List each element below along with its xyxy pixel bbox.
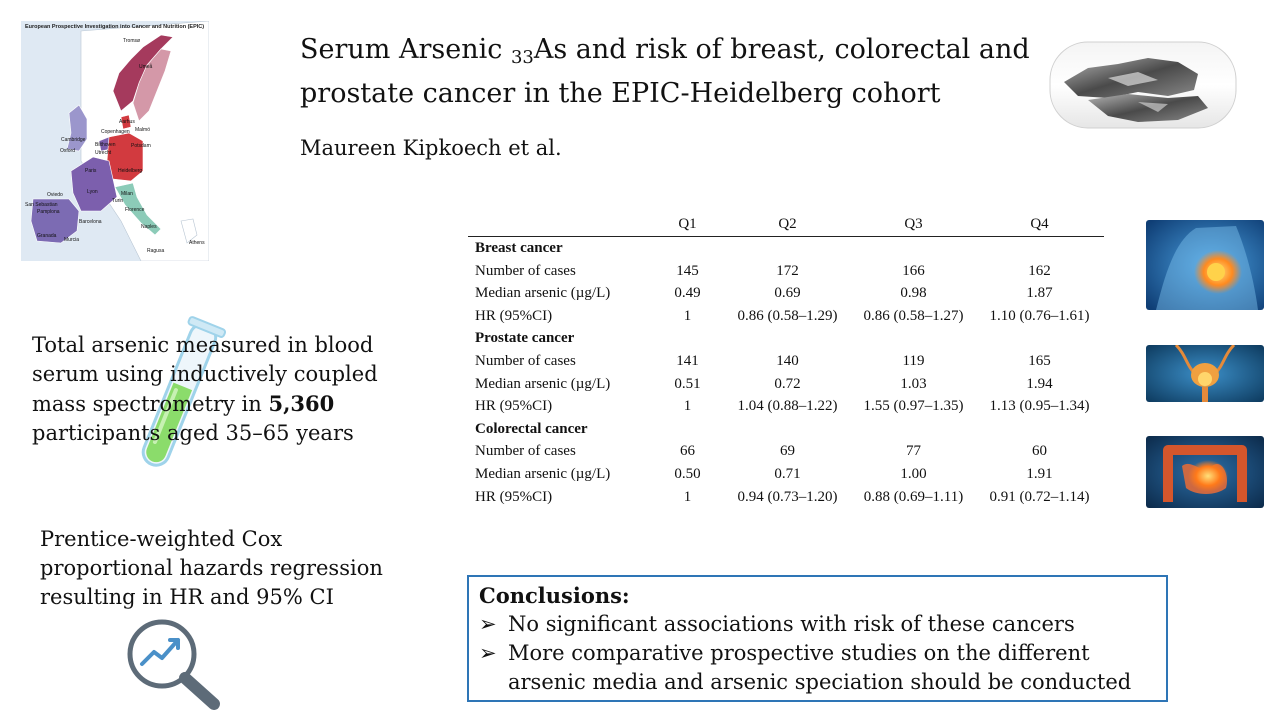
row-label: Number of cases (475, 262, 576, 279)
table-row (468, 373, 1104, 396)
arrow-bullet-icon: ➢ (479, 641, 497, 665)
table-cell: 1 (683, 307, 692, 324)
city-label: Paris (85, 168, 97, 174)
analysis-method: Prentice-weighted Cox proportional hazards regression resulting in HR and 95% CI (40, 527, 383, 609)
methods-description (32, 331, 382, 448)
city-label: Oviedo (47, 192, 63, 198)
table-cell: 141 (676, 352, 699, 369)
table-cell: 66 (680, 443, 695, 460)
breast-anatomy-image (1146, 220, 1264, 310)
map-title: European Prospective Investigation into Cancer and Nutrition (EPIC) (25, 24, 205, 30)
table-cell: 1.10 (0.76–1.61) (989, 307, 1090, 324)
results-table (468, 212, 1104, 508)
city-label: Florence (125, 207, 145, 213)
conclusion-item (479, 610, 1156, 639)
table-cell: 1.03 (900, 375, 927, 392)
table-cell: 69 (780, 443, 795, 460)
table-cell: 0.86 (0.58–1.27) (863, 307, 964, 324)
city-label: Heidelberg (118, 168, 143, 174)
table-cell: 0.88 (0.69–1.11) (863, 488, 964, 505)
participants-count: 5,360 (268, 391, 335, 416)
table-cell: 145 (676, 262, 699, 279)
section-label: Prostate cancer (475, 330, 575, 347)
table-cell: 0.86 (0.58–1.29) (737, 307, 838, 324)
table-cell: 1.13 (0.95–1.34) (989, 398, 1090, 415)
city-label: Utrecht (95, 150, 112, 156)
page-title (300, 32, 1040, 112)
city-label: Tromsø (123, 38, 141, 44)
colon-anatomy-image (1146, 436, 1264, 508)
city-label: Naples (141, 224, 157, 230)
column-header: Q2 (778, 216, 797, 232)
row-label: Median arsenic (µg/L) (475, 375, 611, 392)
arrow-bullet-icon: ➢ (479, 612, 497, 636)
city-label: Barcelona (79, 219, 102, 225)
row-label: Number of cases (475, 352, 576, 369)
city-label: Aarhus (119, 119, 135, 125)
table-cell: 0.72 (774, 375, 801, 392)
table-cell: 0.94 (0.73–1.20) (737, 488, 838, 505)
table-header (468, 212, 1104, 237)
city-label: Potsdam (131, 143, 151, 149)
column-header: Q1 (678, 216, 697, 232)
table-cell: 1 (683, 398, 692, 415)
table-cell: 172 (776, 262, 799, 279)
row-label: HR (95%CI) (475, 307, 553, 324)
prostate-anatomy-image (1146, 345, 1264, 402)
table-cell: 0.98 (900, 285, 927, 302)
table-cell: 140 (776, 352, 799, 369)
city-label: San Sebastian (25, 202, 58, 208)
section-label: Breast cancer (475, 240, 563, 256)
europe-map-graphic (21, 21, 209, 261)
magnifier-chart-icon (124, 618, 222, 710)
table-cell: 0.50 (674, 465, 701, 482)
city-label: Copenhagen (101, 129, 130, 135)
conclusion-text: No significant associations with risk of these cancers (508, 612, 1075, 636)
table-cell: 0.49 (674, 285, 701, 302)
row-label: HR (95%CI) (475, 398, 553, 415)
conclusion-text: More comparative prospective studies on the different arsenic media and arsenic speciation should be conducted (508, 641, 1132, 694)
table-cell: 77 (906, 443, 921, 460)
city-label: Milan (121, 191, 133, 197)
table-cell: 166 (902, 262, 925, 279)
table-row (468, 395, 1104, 418)
table-row (468, 305, 1104, 328)
section-row (468, 418, 1104, 441)
table-row (468, 440, 1104, 463)
title-part-2: As and risk of breast, colorectal and prostate cancer in the EPIC-Heidelberg cohort (300, 34, 1030, 109)
city-label: Umeå (139, 64, 153, 70)
desc-text-1: Total arsenic measured in blood serum using inductively coupled mass spectrometry in (32, 333, 378, 416)
conclusions-title: Conclusions: (479, 583, 630, 608)
table-row (468, 463, 1104, 486)
table-cell: 1.04 (0.88–1.22) (737, 398, 838, 415)
column-header: Q4 (1030, 216, 1049, 232)
city-label: Murcia (64, 237, 80, 243)
table-cell: 60 (1032, 443, 1047, 460)
city-label: Oxford (60, 148, 76, 154)
city-label: Granada (37, 233, 57, 239)
city-label: Bilthoven (95, 142, 116, 148)
table-cell: 0.71 (774, 465, 801, 482)
city-label: Turin (112, 198, 124, 204)
table-cell: 1.87 (1026, 285, 1053, 302)
table-cell: 0.69 (774, 285, 801, 302)
section-label: Colorectal cancer (475, 420, 588, 437)
table-row (468, 282, 1104, 305)
title-part-1: Serum Arsenic (300, 34, 511, 65)
table-cell: 0.91 (0.72–1.14) (989, 488, 1090, 505)
row-label: Median arsenic (µg/L) (475, 285, 611, 302)
city-label: Cambridge (61, 137, 86, 143)
arsenic-sample-photo (1048, 38, 1240, 134)
desc-text-2: participants aged 35–65 years (32, 421, 354, 445)
city-label: Malmö (135, 127, 151, 133)
epic-europe-map (21, 21, 209, 261)
table-cell: 165 (1028, 352, 1051, 369)
section-row (468, 237, 1104, 260)
conclusions-box (467, 575, 1168, 702)
table-cell: 1.55 (0.97–1.35) (863, 398, 964, 415)
city-label: Pamplona (37, 209, 60, 215)
table-cell: 1.91 (1026, 465, 1053, 482)
table-row (468, 486, 1104, 509)
table-cell: 0.51 (674, 375, 701, 392)
table-row (468, 260, 1104, 283)
city-label: Athens (189, 240, 205, 246)
row-label: HR (95%CI) (475, 488, 553, 505)
city-label: Lyon (87, 189, 98, 195)
table-cell: 1 (683, 488, 692, 505)
city-label: Ragusa (147, 248, 165, 254)
column-header: Q3 (904, 216, 923, 232)
table-cell: 119 (902, 352, 925, 369)
row-label: Number of cases (475, 443, 576, 460)
table-row (468, 350, 1104, 373)
conclusion-item (479, 639, 1156, 697)
table-cell: 1.00 (900, 465, 927, 482)
row-label: Median arsenic (µg/L) (475, 465, 611, 482)
author: Maureen Kipkoech et al. (300, 136, 562, 160)
section-row (468, 327, 1104, 350)
title-subscript: 33 (510, 47, 534, 68)
table-cell: 1.94 (1026, 375, 1053, 392)
table-cell: 162 (1028, 262, 1051, 279)
